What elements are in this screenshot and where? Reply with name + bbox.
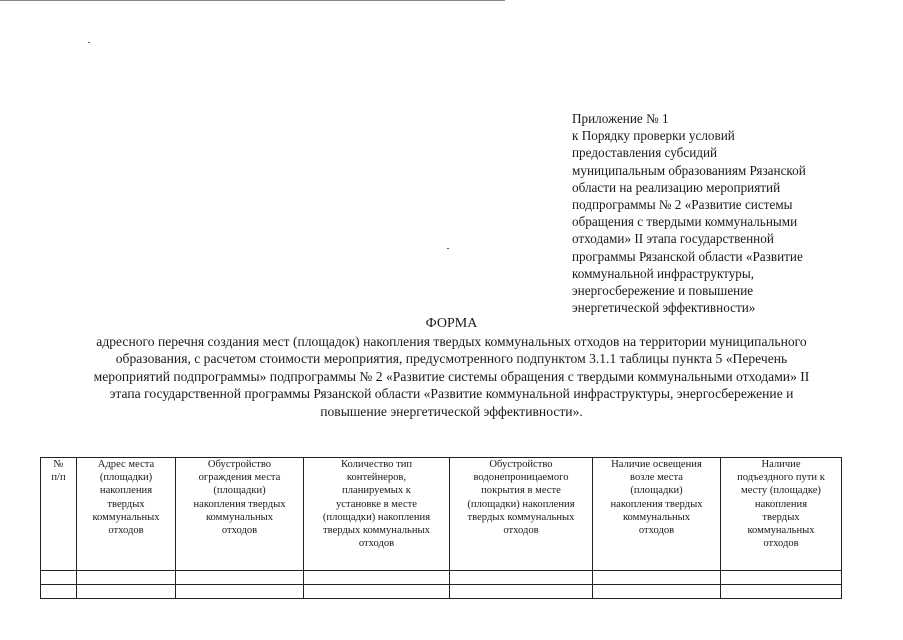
table-cell[interactable]	[593, 585, 721, 599]
column-header-line: накопления твердых	[193, 498, 286, 510]
table-cell[interactable]	[41, 585, 77, 599]
form-description-line: повышение энергетической эффективности».	[320, 403, 583, 419]
column-header-line: отходов	[358, 538, 395, 550]
column-header-line: (площадки)	[99, 472, 153, 484]
appendix-line: Приложение № 1	[572, 111, 669, 126]
column-header-line: (площадки) накопления	[322, 511, 431, 523]
appendix-line: коммунальной инфраструктуры,	[572, 265, 755, 281]
column-header-line: накопления	[99, 485, 153, 497]
appendix-line: отходами» II этапа государственной	[572, 231, 774, 247]
table-cell[interactable]	[77, 571, 176, 585]
column-header-line: Адрес места	[97, 459, 155, 470]
form-title: ФОРМА	[425, 316, 478, 331]
address-list-table	[40, 457, 842, 599]
column-header-line: подъездного пути к	[737, 472, 825, 484]
column-header	[721, 458, 842, 571]
appendix-line: предоставления субсидий	[572, 145, 718, 161]
column-header-line: коммунальных	[622, 511, 691, 523]
column-header-line: твердых коммунальных	[467, 511, 575, 523]
appendix-line: энергетической эффективности»	[572, 300, 756, 316]
column-header	[593, 458, 721, 571]
table-cell[interactable]	[721, 571, 842, 585]
appendix-line: муниципальным образованиям Рязанской	[572, 162, 806, 178]
column-header-line: Наличие	[761, 459, 801, 470]
table-row	[41, 585, 842, 599]
column-header-line: твердых коммунальных	[323, 525, 430, 537]
column-header-line: отходов	[503, 525, 539, 537]
column-header-line: отходов	[638, 525, 675, 537]
column-header	[304, 458, 450, 571]
column-header-line: месту (площадке)	[741, 485, 821, 497]
column-header-line: коммунальных	[747, 525, 815, 537]
column-header-line: (площадки) накопления	[467, 498, 575, 510]
column-header-line: коммунальных	[205, 511, 274, 523]
appendix-line: программы Рязанской области «Развитие	[572, 248, 803, 264]
table-cell[interactable]	[41, 571, 77, 585]
table-header-row	[41, 458, 842, 571]
scan-top-line	[0, 0, 505, 1]
column-header-line: возле места	[630, 472, 683, 484]
appendix-note	[572, 110, 872, 316]
column-header-line: Наличие освещения	[611, 459, 702, 470]
column-header-line: установке в месте	[335, 498, 417, 510]
form-description-line: адресного перечня создания мест (площадок) накопления твердых коммунальных отходов на территории муниципального	[96, 334, 807, 349]
column-header	[41, 458, 77, 571]
column-header	[77, 458, 176, 571]
column-header-line: (площадки)	[213, 485, 266, 497]
column-header-line: Обустройство	[489, 459, 553, 470]
appendix-line: энергосбережение и повышение	[572, 283, 754, 299]
column-header-line: Количество тип	[340, 459, 413, 470]
appendix-line: области на реализацию мероприятий	[572, 179, 781, 195]
scan-speck	[88, 42, 90, 43]
column-header	[176, 458, 304, 571]
table-cell[interactable]	[304, 571, 450, 585]
table-cell[interactable]	[593, 571, 721, 585]
column-header-line: Обустройство	[207, 459, 272, 470]
table-cell[interactable]	[176, 585, 304, 599]
appendix-line: подпрограммы № 2 «Развитие системы	[572, 197, 793, 213]
column-header-line: накопления	[754, 498, 808, 510]
column-header-line: водонепроницаемого	[473, 472, 569, 484]
column-header-line: твердых	[107, 498, 145, 510]
table-cell[interactable]	[450, 585, 593, 599]
column-header-line: покрытия в месте	[481, 485, 561, 497]
column-header-line: контейнеров,	[346, 472, 407, 484]
scan-speck	[447, 248, 449, 249]
column-header-line: отходов	[221, 525, 258, 537]
column-header	[450, 458, 593, 571]
table-cell[interactable]	[450, 571, 593, 585]
column-header-line: коммунальных	[92, 511, 160, 523]
appendix-line: к Порядку проверки условий	[572, 128, 735, 144]
table-cell[interactable]	[77, 585, 176, 599]
form-description-line: этапа государственной программы Рязанской области «Развитие коммунальной инфраструктуры, энергосбережение и	[109, 386, 794, 402]
column-header-line: ограждения места	[198, 472, 281, 484]
table-cell[interactable]	[304, 585, 450, 599]
column-header-line: планируемых к	[342, 485, 411, 497]
table-cell[interactable]	[176, 571, 304, 585]
form-description-line: образования, с расчетом стоимости мероприятия, предусмотренного подпунктом 3.1.1 таблицы пункта 5 «Перечень	[115, 351, 788, 367]
column-header-line: отходов	[763, 538, 799, 550]
column-header-line: п/п	[51, 472, 66, 484]
column-header-line: твердых	[762, 511, 800, 523]
column-header-line: отходов	[108, 525, 144, 537]
column-header-line: (площадки)	[630, 485, 683, 497]
table-cell[interactable]	[721, 585, 842, 599]
form-description-line: мероприятий подпрограммы» подпрограммы № 2 «Развитие системы обращения с твердыми коммунальными отходами» II	[93, 368, 810, 384]
column-header-line: №	[53, 459, 64, 470]
form-description	[30, 333, 873, 420]
column-header-line: накопления твердых	[610, 498, 703, 510]
appendix-line: обращения с твердыми коммунальными	[572, 214, 798, 230]
table-row	[41, 571, 842, 585]
